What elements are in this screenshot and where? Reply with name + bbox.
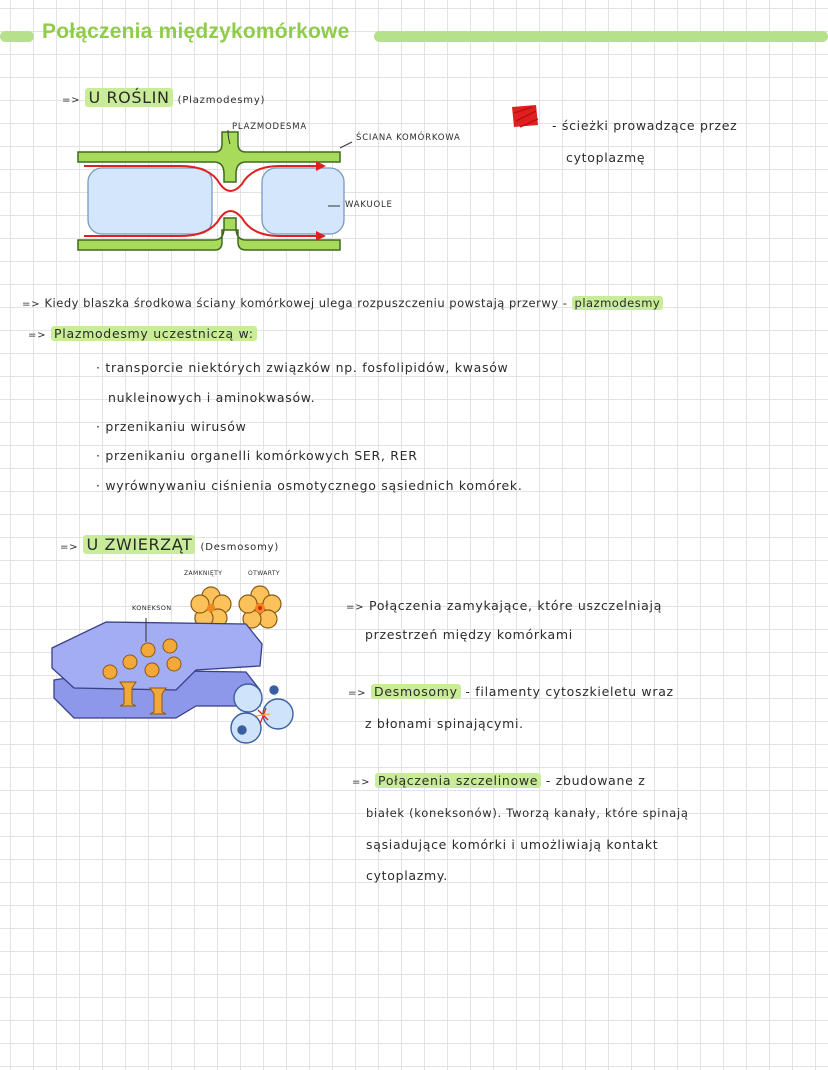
gap-junction-highlight: Połączenia szczelinowe (375, 773, 541, 788)
plants-heading: U ROŚLIN (85, 88, 172, 107)
plants-heading-note: (Plazmodesmy) (177, 95, 266, 106)
arrow-icon: => (348, 688, 367, 699)
desmosomy-highlight: Desmosomy (371, 684, 461, 699)
animals-heading-note: (Desmosomy) (200, 542, 280, 553)
label-connexon: KONEKSON (132, 604, 172, 612)
plants-line-2 (28, 326, 257, 341)
red-legend-swatch-icon (510, 103, 540, 129)
animals-heading: U ZWIERZĄT (83, 535, 195, 554)
plants-bullet-2: · przenikaniu wirusów (96, 419, 247, 434)
animals-p3-line-1: => Połączenia szczelinowe - zbudowane z (352, 773, 646, 788)
vacuole-left (88, 168, 212, 234)
connexon-open-icon (239, 586, 281, 628)
label-vacuole: WAKUOLE (345, 200, 393, 210)
animals-p2-line-1: => Desmosomy - filamenty cytoszkieletu wraz (348, 684, 674, 699)
label-closed: ZAMKNIĘTY (184, 570, 223, 577)
animals-p1-line-2: przestrzeń między komórkami (365, 627, 573, 642)
plants-line-1-highlight: plazmodesmy (572, 296, 664, 310)
label-plasmodesma: PLAZMODESMA (232, 122, 307, 132)
plants-line-1-text: Kiedy blaszka środkowa ściany komórkowej ulega rozpuszczeniu powstają przerwy - (44, 296, 568, 310)
plants-bullet-4: · wyrównywaniu ciśnienia osmotycznego sąsiednich komórek. (96, 478, 523, 493)
arrow-icon: => (60, 542, 79, 553)
plants-line-2-text: Plazmodesmy uczestniczą w: (51, 326, 257, 341)
arrow-icon: => (22, 299, 41, 310)
arrow-icon: => (346, 602, 365, 613)
gap-junction-diagram (46, 578, 306, 768)
animals-p3-line-4: cytoplazmy. (366, 868, 448, 883)
arrow-icon: => (352, 777, 371, 788)
label-open: OTWARTY (248, 570, 280, 577)
arrow-icon: => (62, 95, 81, 106)
title-bar-left (0, 31, 34, 42)
animals-p2-line-2: z błonami spinającymi. (365, 716, 524, 731)
plants-bullet-3: · przenikaniu organelli komórkowych SER, RER (96, 448, 418, 463)
plants-line-1 (22, 296, 663, 310)
title-bar-right (374, 31, 828, 42)
legend-line-2: cytoplazmę (566, 150, 646, 165)
animals-p3-line-3: sąsiadujące komórki i umożliwiają kontakt (366, 837, 659, 852)
plants-bullet-1: · transporcie niektórych związków np. fosfolipidów, kwasów (96, 360, 509, 375)
arrow-icon: => (28, 330, 47, 341)
vacuole-right (262, 168, 344, 234)
animals-p3-line-2: białek (koneksonów). Tworzą kanały, które spinają (366, 806, 689, 820)
plants-heading-row (62, 88, 265, 107)
plants-bullet-1-cont: nukleinowych i aminokwasów. (108, 390, 316, 405)
legend-line-1: - ścieżki prowadzące przez (552, 118, 738, 133)
animals-heading-row (60, 535, 279, 554)
page-title: Połączenia międzykomórkowe (42, 20, 350, 43)
connexon-closed-icon (191, 587, 231, 627)
label-cell-wall: ŚCIANA KOMÓRKOWA (356, 133, 461, 143)
animals-p1-line-1: => Połączenia zamykające, które uszczelniają (346, 598, 663, 613)
